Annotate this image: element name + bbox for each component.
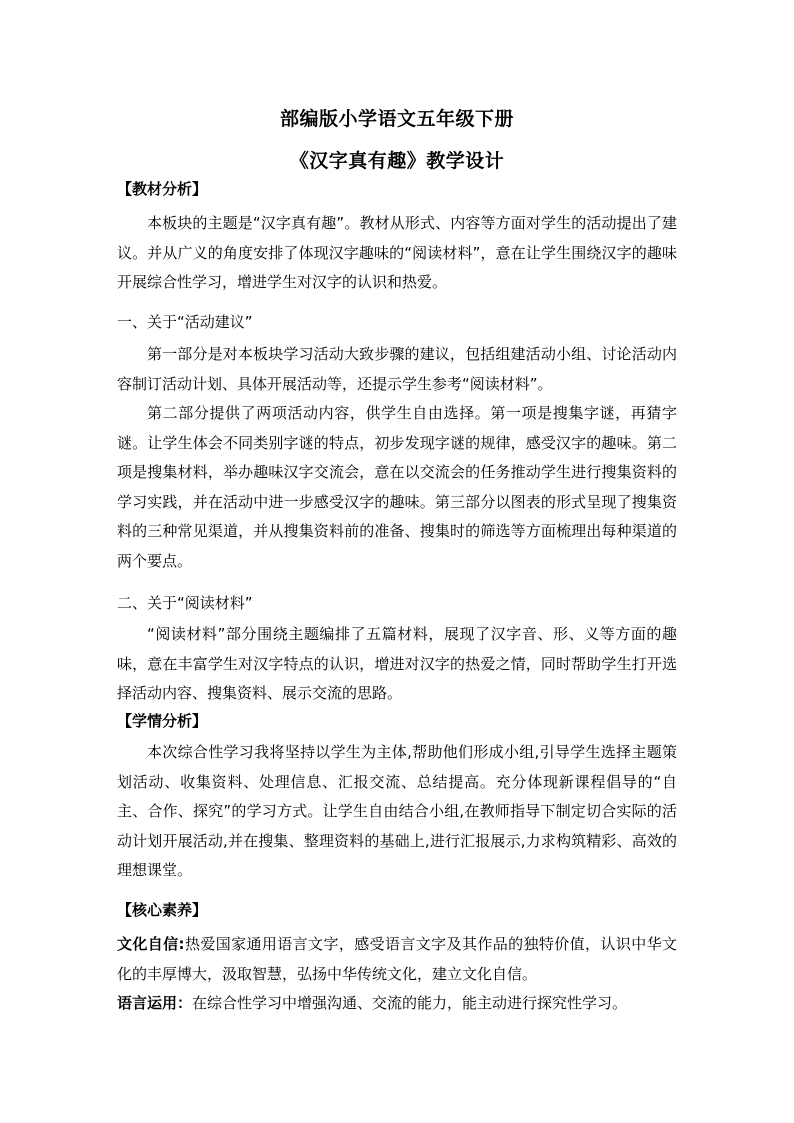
textbook-analysis-intro bbox=[117, 209, 677, 298]
literacy-text-language-use: 在综合性学习中增强沟通、交流的能力，能主动进行探究性学习。 bbox=[192, 994, 628, 1012]
document-title-line-2: 《汉字真有趣》教学设计 bbox=[289, 150, 505, 172]
literacy-label-cultural-confidence: 文化自信: bbox=[117, 935, 185, 953]
subsection-activity-suggestions bbox=[117, 311, 677, 332]
paragraph-part-two: 第二部分提供了两项活动内容，供学生自由选择。第一项是搜集字谜，再猜字谜。让学生体会不同类别字谜的特点，初步发现字谜的规律，感受汉字的趣味。第二项是搜集材料，举办趣味汉字交流会，意在以交流会的任务推动学生进行搜集资料的学习实践，并在活动中进一步感受汉字的趣味。第三部分以图表的形式呈现了搜集资料的三种常见渠道，并从搜集资料前的准备、搜集时的筛选等方面梳理出每种渠道的两个要点。 bbox=[117, 404, 677, 570]
document-title-line-1: 部编版小学语文五年级下册 bbox=[279, 108, 514, 130]
literacy-item-cultural-confidence bbox=[117, 930, 677, 989]
activity-suggestions-body bbox=[117, 340, 677, 576]
reading-materials-body bbox=[117, 620, 677, 709]
paragraph-intro: 本板块的主题是“汉字真有趣”。教材从形式、内容等方面对学生的活动提出了建议。并从广义的角度安排了体现汉字趣味的“阅读材料”，意在让学生围绕汉字的趣味开展综合性学习，增进学生对汉字的认识和热爱。 bbox=[117, 214, 677, 291]
literacy-item-language-use bbox=[117, 989, 677, 1019]
subsection-reading-materials bbox=[117, 592, 677, 613]
learner-analysis-body bbox=[117, 738, 677, 886]
section-learner-analysis bbox=[117, 710, 677, 731]
section-core-literacy bbox=[117, 899, 677, 920]
core-literacy-items bbox=[117, 930, 677, 1019]
section-heading-core-literacy: 【核心素养】 bbox=[117, 901, 208, 919]
paragraph-part-one: 第一部分是对本板块学习活动大致步骤的建议，包括组建活动小组、讨论活动内容制订活动计划、具体开展活动等，还提示学生参考“阅读材料”。 bbox=[117, 345, 677, 393]
paragraph-reading-materials: “阅读材料”部分围绕主题编排了五篇材料，展现了汉字音、形、义等方面的趣味，意在丰富学生对汉字特点的认识，增进对汉字的热爱之情，同时帮助学生打开选择活动内容、搜集资料、展示交流的思路。 bbox=[117, 625, 677, 702]
literacy-text-cultural-confidence: 热爱国家通用语言文字，感受语言文字及其作品的独特价值，认识中华文化的丰厚博大，汲取智慧，弘扬中华传统文化，建立文化自信。 bbox=[117, 935, 677, 983]
paragraph-learner-analysis: 本次综合性学习我将坚持以学生为主体,帮助他们形成小组,引导学生选择主题策划活动、收集资料、处理信息、汇报交流、总结提高。充分体现新课程倡导的“自主、合作、探究”的学习方式。让学生自由结合小组,在教师指导下制定切合实际的活动计划开展活动,并在搜集、整理资料的基础上,进行汇报展示,力求构筑精彩、高效的理想课堂。 bbox=[117, 743, 677, 879]
section-textbook-analysis bbox=[117, 178, 677, 199]
subsection-heading-reading-materials: 二、关于“阅读材料” bbox=[117, 594, 253, 612]
subsection-heading-activity-suggestions: 一、关于“活动建议” bbox=[117, 313, 253, 331]
section-heading-learner-analysis: 【学情分析】 bbox=[117, 712, 208, 730]
literacy-label-language-use: 语言运用： bbox=[117, 994, 193, 1012]
section-heading-textbook-analysis: 【教材分析】 bbox=[117, 180, 208, 198]
